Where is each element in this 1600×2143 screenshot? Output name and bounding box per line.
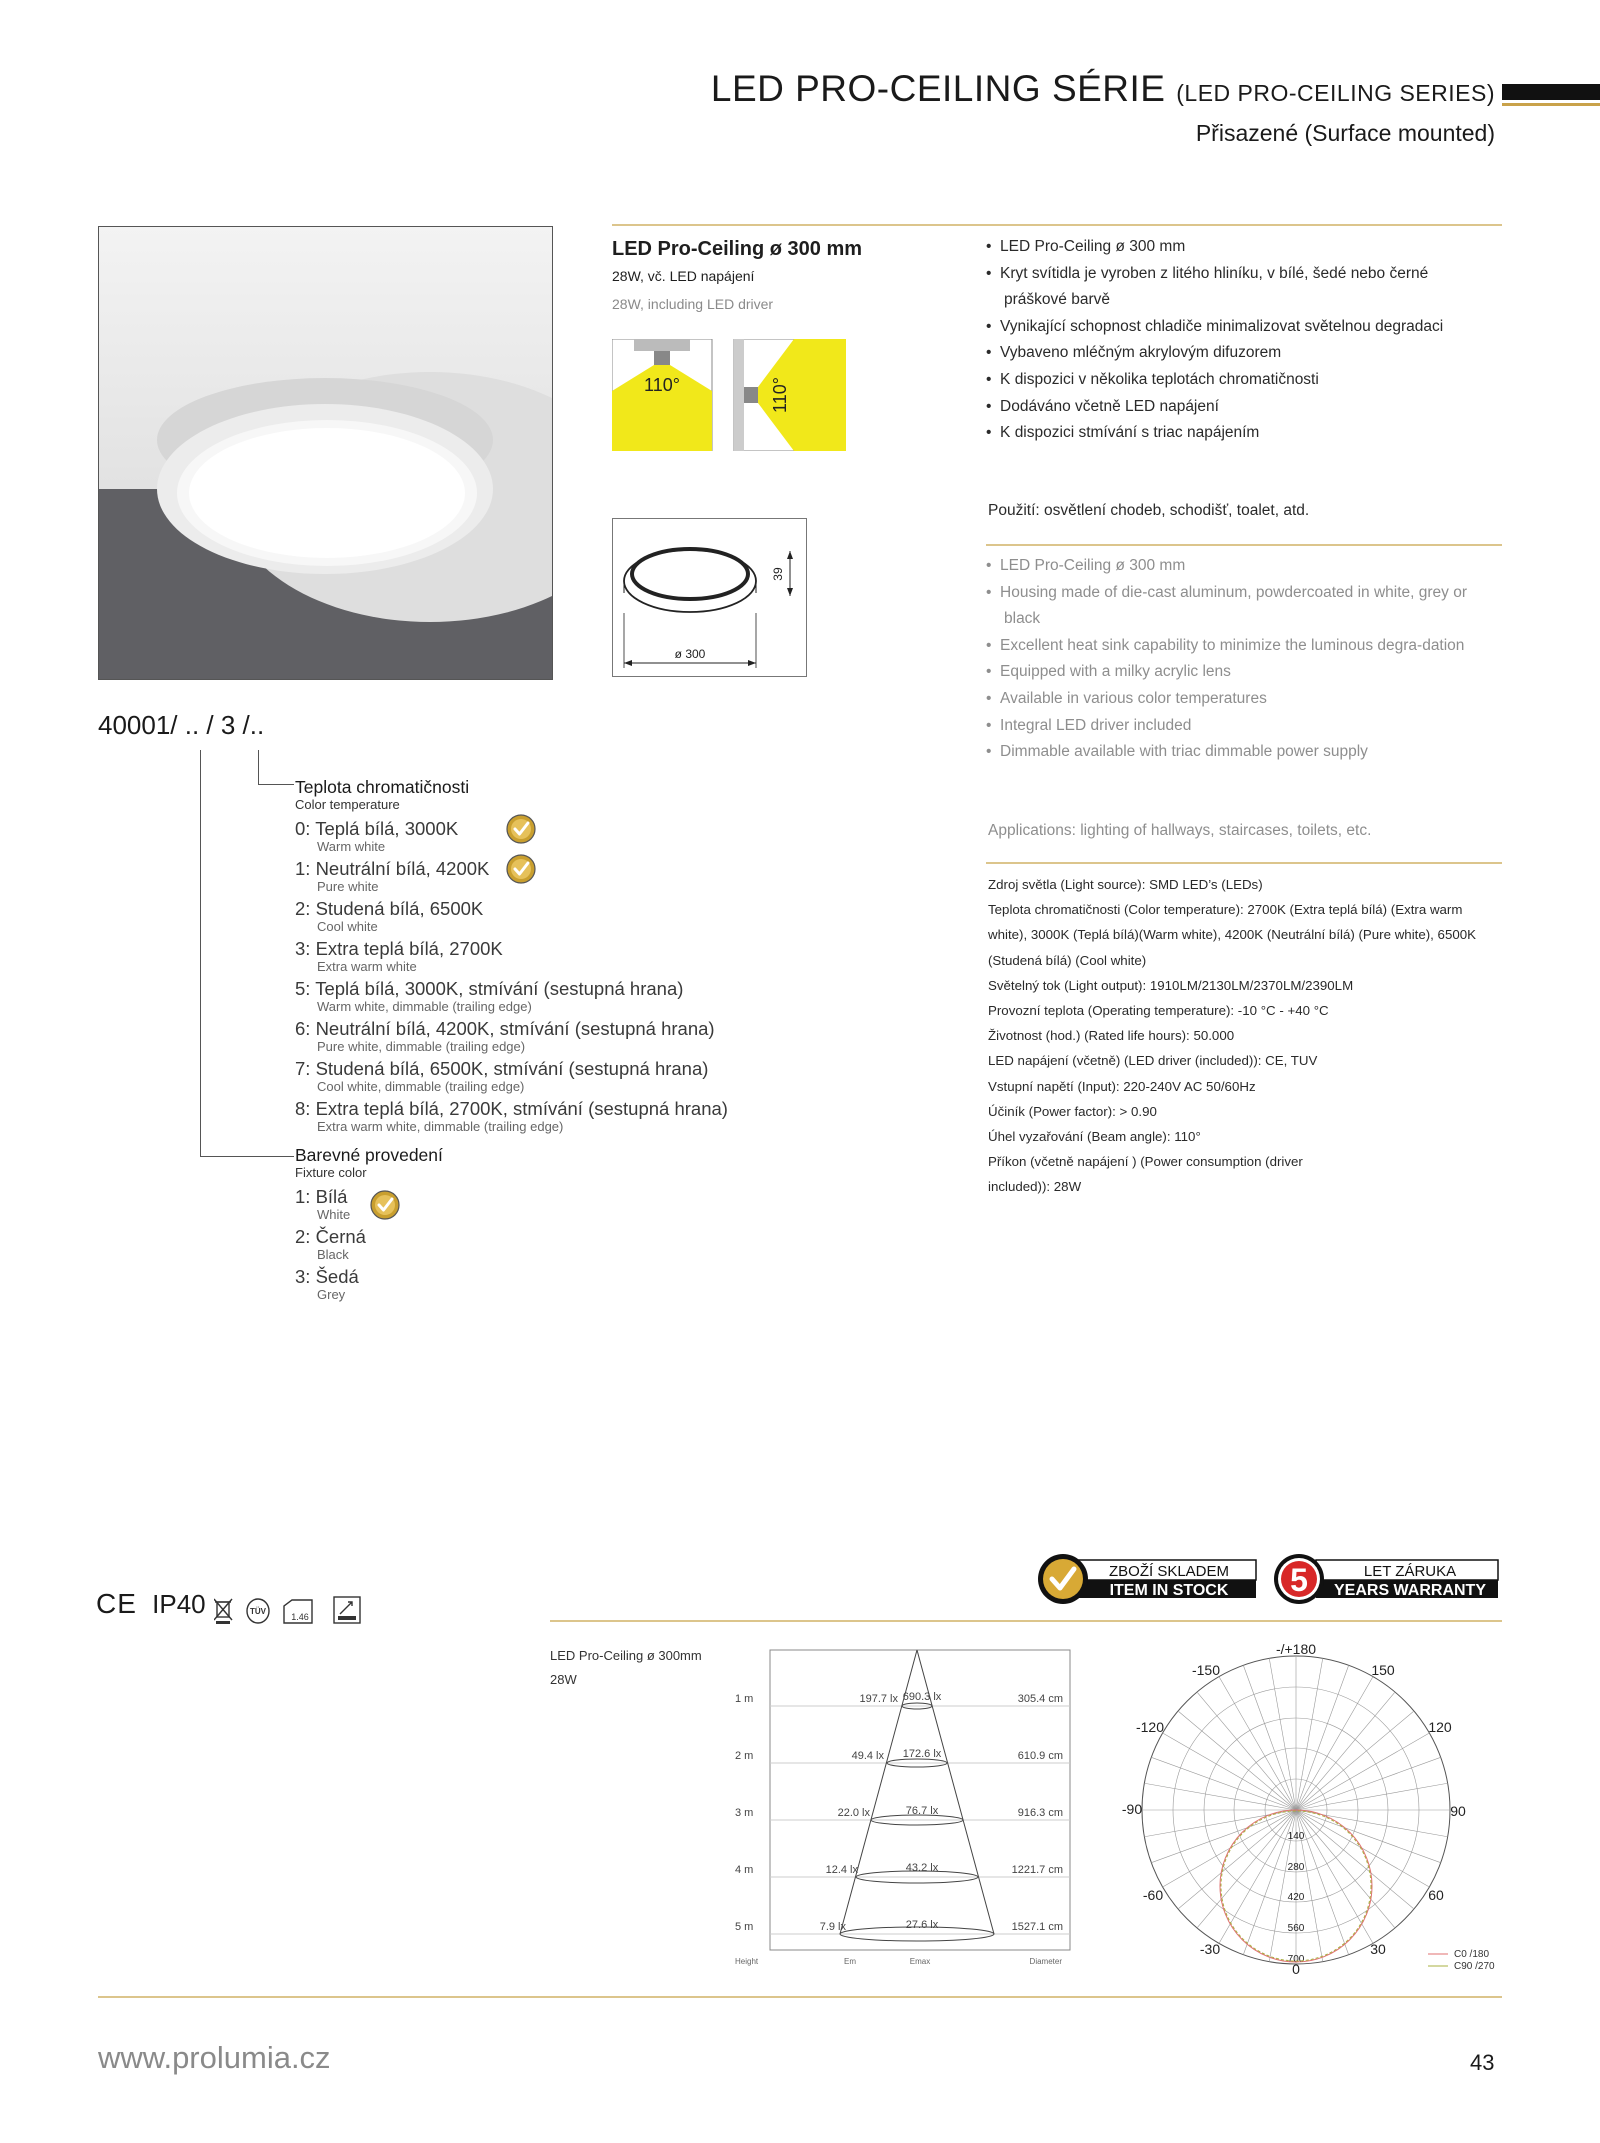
- color-temp-heading: Teplota chromatičnosti: [295, 777, 470, 797]
- glow-wire-icon: [334, 1597, 360, 1623]
- list-item: • K dispozici stmívání s triac napájením: [986, 424, 1260, 442]
- divider-specs: [986, 862, 1502, 864]
- list-item: • LED Pro-Ceiling ø 300 mm: [986, 557, 1186, 574]
- emax-1: 690.3 lx: [902, 1691, 942, 1703]
- angle-60: 60: [1428, 1887, 1444, 1903]
- height-1: 1 m: [735, 1693, 754, 1705]
- angle-90: 90: [1450, 1803, 1466, 1819]
- option-ct-0-sub: Warm white: [317, 839, 386, 854]
- col-diameter: Diameter: [1029, 1957, 1062, 1966]
- weee-bin-icon: [214, 1599, 232, 1624]
- legend-c0: C0 /180: [1454, 1949, 1490, 1960]
- angle-30: 30: [1370, 1941, 1386, 1957]
- product-name: LED Pro-Ceiling ø 300 mm: [612, 238, 863, 260]
- cone-ellipses: [837, 1703, 994, 1941]
- warranty-en: YEARS WARRANTY: [1333, 1582, 1487, 1599]
- option-ct-3: 3: Extra teplá bílá, 2700K: [295, 938, 503, 959]
- radial-280: 280: [1287, 1862, 1305, 1873]
- col-em: Em: [844, 1957, 856, 1966]
- angle-m150: -150: [1191, 1662, 1221, 1678]
- angle-150: 150: [1371, 1662, 1395, 1678]
- stock-en: ITEM IN STOCK: [1109, 1582, 1229, 1599]
- option-ct-7-sub: Cool white, dimmable (trailing edge): [317, 1079, 525, 1094]
- list-item: • Vybaveno mléčným akrylovým difuzorem: [986, 344, 1282, 362]
- dim-diameter: ø 300: [674, 647, 706, 661]
- item-in-stock-badge: [1036, 1552, 1258, 1606]
- diameter-2: 610.9 cm: [1017, 1750, 1063, 1762]
- list-item: • Dimmable available with triac dimmable power supply: [986, 743, 1368, 761]
- warranty-badge: [1272, 1552, 1500, 1606]
- option-fc-2: 2: Černá: [295, 1226, 366, 1247]
- spec-row: Vstupní napětí (Input): 220-240V AC 50/60Hz: [988, 1078, 1256, 1094]
- list-item: • Vynikající schopnost chladiče minimalizovat světelnou degradaci: [986, 317, 1444, 335]
- order-code: 40001/ .. / 3 /..: [98, 710, 265, 740]
- spec-row: Zdroj světla (Light source): SMD LED’s (LEDs): [988, 877, 1263, 892]
- tree-line-fixture: [200, 750, 201, 1156]
- option-ct-5: 5: Teplá bílá, 3000K, stmívání (sestupná hrana): [295, 978, 684, 999]
- spec-row: Teplota chromatičnosti (Color temperature): 2700K (Extra teplá bílá) (Extra warm white), 3000K (Teplá bílá)(Warm white), 4200K (Neutrální bílá) (Pure white), 6500K (Studená bílá) (Cool white): [988, 902, 1477, 968]
- spec-row: Životnost (hod.) (Rated life hours): 50.000: [988, 1028, 1235, 1044]
- list-item: • Integral LED driver included: [986, 716, 1192, 734]
- option-ct-6-sub: Pure white, dimmable (trailing edge): [317, 1039, 526, 1054]
- list-item: • Dodáváno včetně LED napájení: [986, 397, 1219, 415]
- angle-m30: -30: [1199, 1941, 1221, 1957]
- option-fc-3-sub: Grey: [317, 1287, 346, 1302]
- em-3: 22.0 lx: [837, 1807, 870, 1819]
- option-ct-1: 1: Neutrální bílá, 4200K: [295, 858, 490, 879]
- svg-text:TÜV: TÜV: [250, 1607, 266, 1616]
- divider-cz-en: [986, 544, 1502, 546]
- photometry-power: 28W: [550, 1672, 577, 1687]
- tree-line-color: [258, 750, 259, 784]
- height-3: 3 m: [735, 1807, 754, 1819]
- page-title: [0, 68, 1495, 110]
- usage-cz: Použití: osvětlení chodeb, schodišť, toalet, atd.: [988, 502, 1310, 519]
- page-subtitle: Přisazené (Surface mounted): [1195, 120, 1495, 146]
- spec-row: Příkon (včetně napájení ) (Power consumption (driver included)): 28W: [988, 1154, 1303, 1195]
- in-stock-check-icon: [506, 814, 536, 844]
- diameter-5: 1527.1 cm: [1011, 1921, 1063, 1933]
- spec-row: Úhel vyzařování (Beam angle): 110°: [988, 1129, 1201, 1145]
- col-height: Height: [735, 1957, 759, 1966]
- option-ct-3-sub: Extra warm white: [317, 959, 417, 974]
- color-temp-heading-en: Color temperature: [295, 797, 400, 812]
- option-ct-2-sub: Cool white: [317, 919, 378, 934]
- em-4: 12.4 lx: [825, 1864, 858, 1876]
- title-cz: LED PRO-CEILING SÉRIE: [710, 68, 1166, 109]
- photometry-name: LED Pro-Ceiling ø 300mm: [550, 1648, 702, 1663]
- option-ct-7: 7: Studená bílá, 6500K, stmívání (sestupná hrana): [295, 1058, 709, 1079]
- stock-cz: ZBOŽÍ SKLADEM: [1108, 1563, 1230, 1580]
- option-ct-1-sub: Pure white: [317, 879, 379, 894]
- page-number: 43: [1470, 2050, 1495, 2075]
- features-en-list: [986, 553, 1486, 766]
- fixture-color-heading: Barevné provedení: [295, 1145, 443, 1165]
- ik-impact-icon: [284, 1600, 312, 1623]
- option-fc-3: 3: Šedá: [295, 1266, 359, 1287]
- legend-c90: C90 /270: [1454, 1961, 1495, 1972]
- list-item: • LED Pro-Ceiling ø 300 mm: [986, 238, 1186, 255]
- angle-m60: -60: [1142, 1887, 1164, 1903]
- height-5: 5 m: [735, 1921, 754, 1933]
- emax-3: 76.7 lx: [905, 1805, 939, 1817]
- polar-light-distribution: [1120, 1636, 1504, 1988]
- list-item: • Kryt svítidla je vyroben z litého hliníku, v bílé, šedé nebo černé práškové barvě: [986, 264, 1429, 309]
- spec-row: LED napájení (včetně) (LED driver (included)): CE, TUV: [988, 1053, 1318, 1069]
- radial-140: 140: [1287, 1831, 1305, 1842]
- ce-mark: CE: [96, 1588, 137, 1619]
- angle-m120: -120: [1135, 1719, 1165, 1735]
- certification-icons: [214, 1596, 364, 1626]
- specs-list: [988, 872, 1504, 1200]
- product-sub-en: 28W, including LED driver: [612, 296, 774, 312]
- height-2: 2 m: [735, 1750, 754, 1762]
- option-fc-2-sub: Black: [317, 1247, 349, 1262]
- diameter-3: 916.3 cm: [1017, 1807, 1063, 1819]
- angle-120: 120: [1428, 1719, 1452, 1735]
- list-item: • Excellent heat sink capability to minimize the luminous degra-dation: [986, 636, 1465, 654]
- option-ct-5-sub: Warm white, dimmable (trailing edge): [317, 999, 532, 1014]
- divider-photometry: [550, 1620, 1502, 1622]
- beam-angle-2: 110°: [770, 377, 790, 413]
- height-4: 4 m: [735, 1864, 754, 1876]
- tree-branch-color: [258, 784, 294, 785]
- diameter-1: 305.4 cm: [1017, 1693, 1063, 1705]
- em-1: 197.7 lx: [859, 1693, 898, 1705]
- diameter-4: 1221.7 cm: [1011, 1864, 1063, 1876]
- col-emax: Emax: [909, 1957, 931, 1966]
- ik-value: 1.46: [291, 1612, 309, 1622]
- em-5: 7.9 lx: [819, 1921, 846, 1933]
- angle-180: -/+180: [1275, 1641, 1317, 1657]
- angle-0: 0: [1292, 1961, 1300, 1977]
- emax-5: 27.6 lx: [905, 1919, 939, 1931]
- option-ct-8-sub: Extra warm white, dimmable (trailing edge): [317, 1119, 564, 1134]
- warranty-num: 5: [1290, 1562, 1308, 1598]
- em-2: 49.4 lx: [851, 1750, 884, 1762]
- in-stock-check-icon: [506, 854, 536, 884]
- spec-row: Světelný tok (Light output): 1910LM/2130LM/2370LM/2390LM: [988, 977, 1354, 993]
- product-sub-cz: 28W, vč. LED napájení: [612, 268, 755, 284]
- fixture-color-heading-en: Fixture color: [295, 1165, 367, 1180]
- header-accent-bar: [1502, 84, 1600, 100]
- emax-4: 43.2 lx: [905, 1862, 939, 1874]
- warranty-cz: LET ZÁRUKA: [1363, 1563, 1457, 1580]
- dim-height: 39: [771, 567, 785, 581]
- divider-top: [612, 224, 1502, 226]
- features-cz-list: [986, 234, 1486, 447]
- list-item: • Housing made of die-cast aluminum, powdercoated in white, grey or black: [986, 583, 1468, 628]
- list-item: • K dispozici v několika teplotách chromatičnosti: [986, 370, 1319, 388]
- cone-gridlines: [770, 1706, 1070, 1934]
- radial-700: 700: [1287, 1954, 1305, 1965]
- title-en: (LED PRO-CEILING SERIES): [1176, 80, 1495, 106]
- radial-420: 420: [1287, 1892, 1305, 1903]
- option-ct-2: 2: Studená bílá, 6500K: [295, 898, 484, 919]
- tuv-mark-icon: [247, 1599, 269, 1623]
- product-photo: [98, 226, 553, 680]
- footer-url[interactable]: www.prolumia.cz: [98, 2040, 331, 2075]
- ip-rating: IP40: [152, 1589, 206, 1619]
- divider-footer: [98, 1996, 1502, 1998]
- angle-m90: -90: [1121, 1801, 1143, 1817]
- usage-en: Applications: lighting of hallways, staircases, toilets, etc.: [988, 822, 1372, 839]
- certification-row: [96, 1588, 206, 1620]
- illuminance-cone-diagram: [720, 1648, 1076, 1974]
- tree-branch-fixture: [200, 1156, 294, 1157]
- beam-angle-diagrams: [612, 339, 846, 451]
- spec-row: Provozní teplota (Operating temperature): -10 °C - +40 °C: [988, 1003, 1329, 1019]
- header-accent-gold: [1502, 103, 1600, 106]
- option-fc-1-sub: White: [317, 1207, 351, 1222]
- option-ct-0: 0: Teplá bílá, 3000K: [295, 818, 459, 839]
- radial-560: 560: [1287, 1923, 1305, 1934]
- list-item: • Equipped with a milky acrylic lens: [986, 663, 1231, 681]
- beam-angle-1: 110°: [644, 375, 680, 395]
- dimension-drawing: [612, 518, 807, 677]
- in-stock-check-icon: [370, 1190, 400, 1220]
- list-item: • Available in various color temperatures: [986, 689, 1267, 707]
- spec-row: Účiník (Power factor): > 0.90: [988, 1103, 1157, 1119]
- option-ct-8: 8: Extra teplá bílá, 2700K, stmívání (sestupná hrana): [295, 1098, 728, 1119]
- option-ct-6: 6: Neutrální bílá, 4200K, stmívání (sestupná hrana): [295, 1018, 715, 1039]
- option-fc-1: 1: Bílá: [295, 1186, 348, 1207]
- emax-2: 172.6 lx: [902, 1748, 942, 1760]
